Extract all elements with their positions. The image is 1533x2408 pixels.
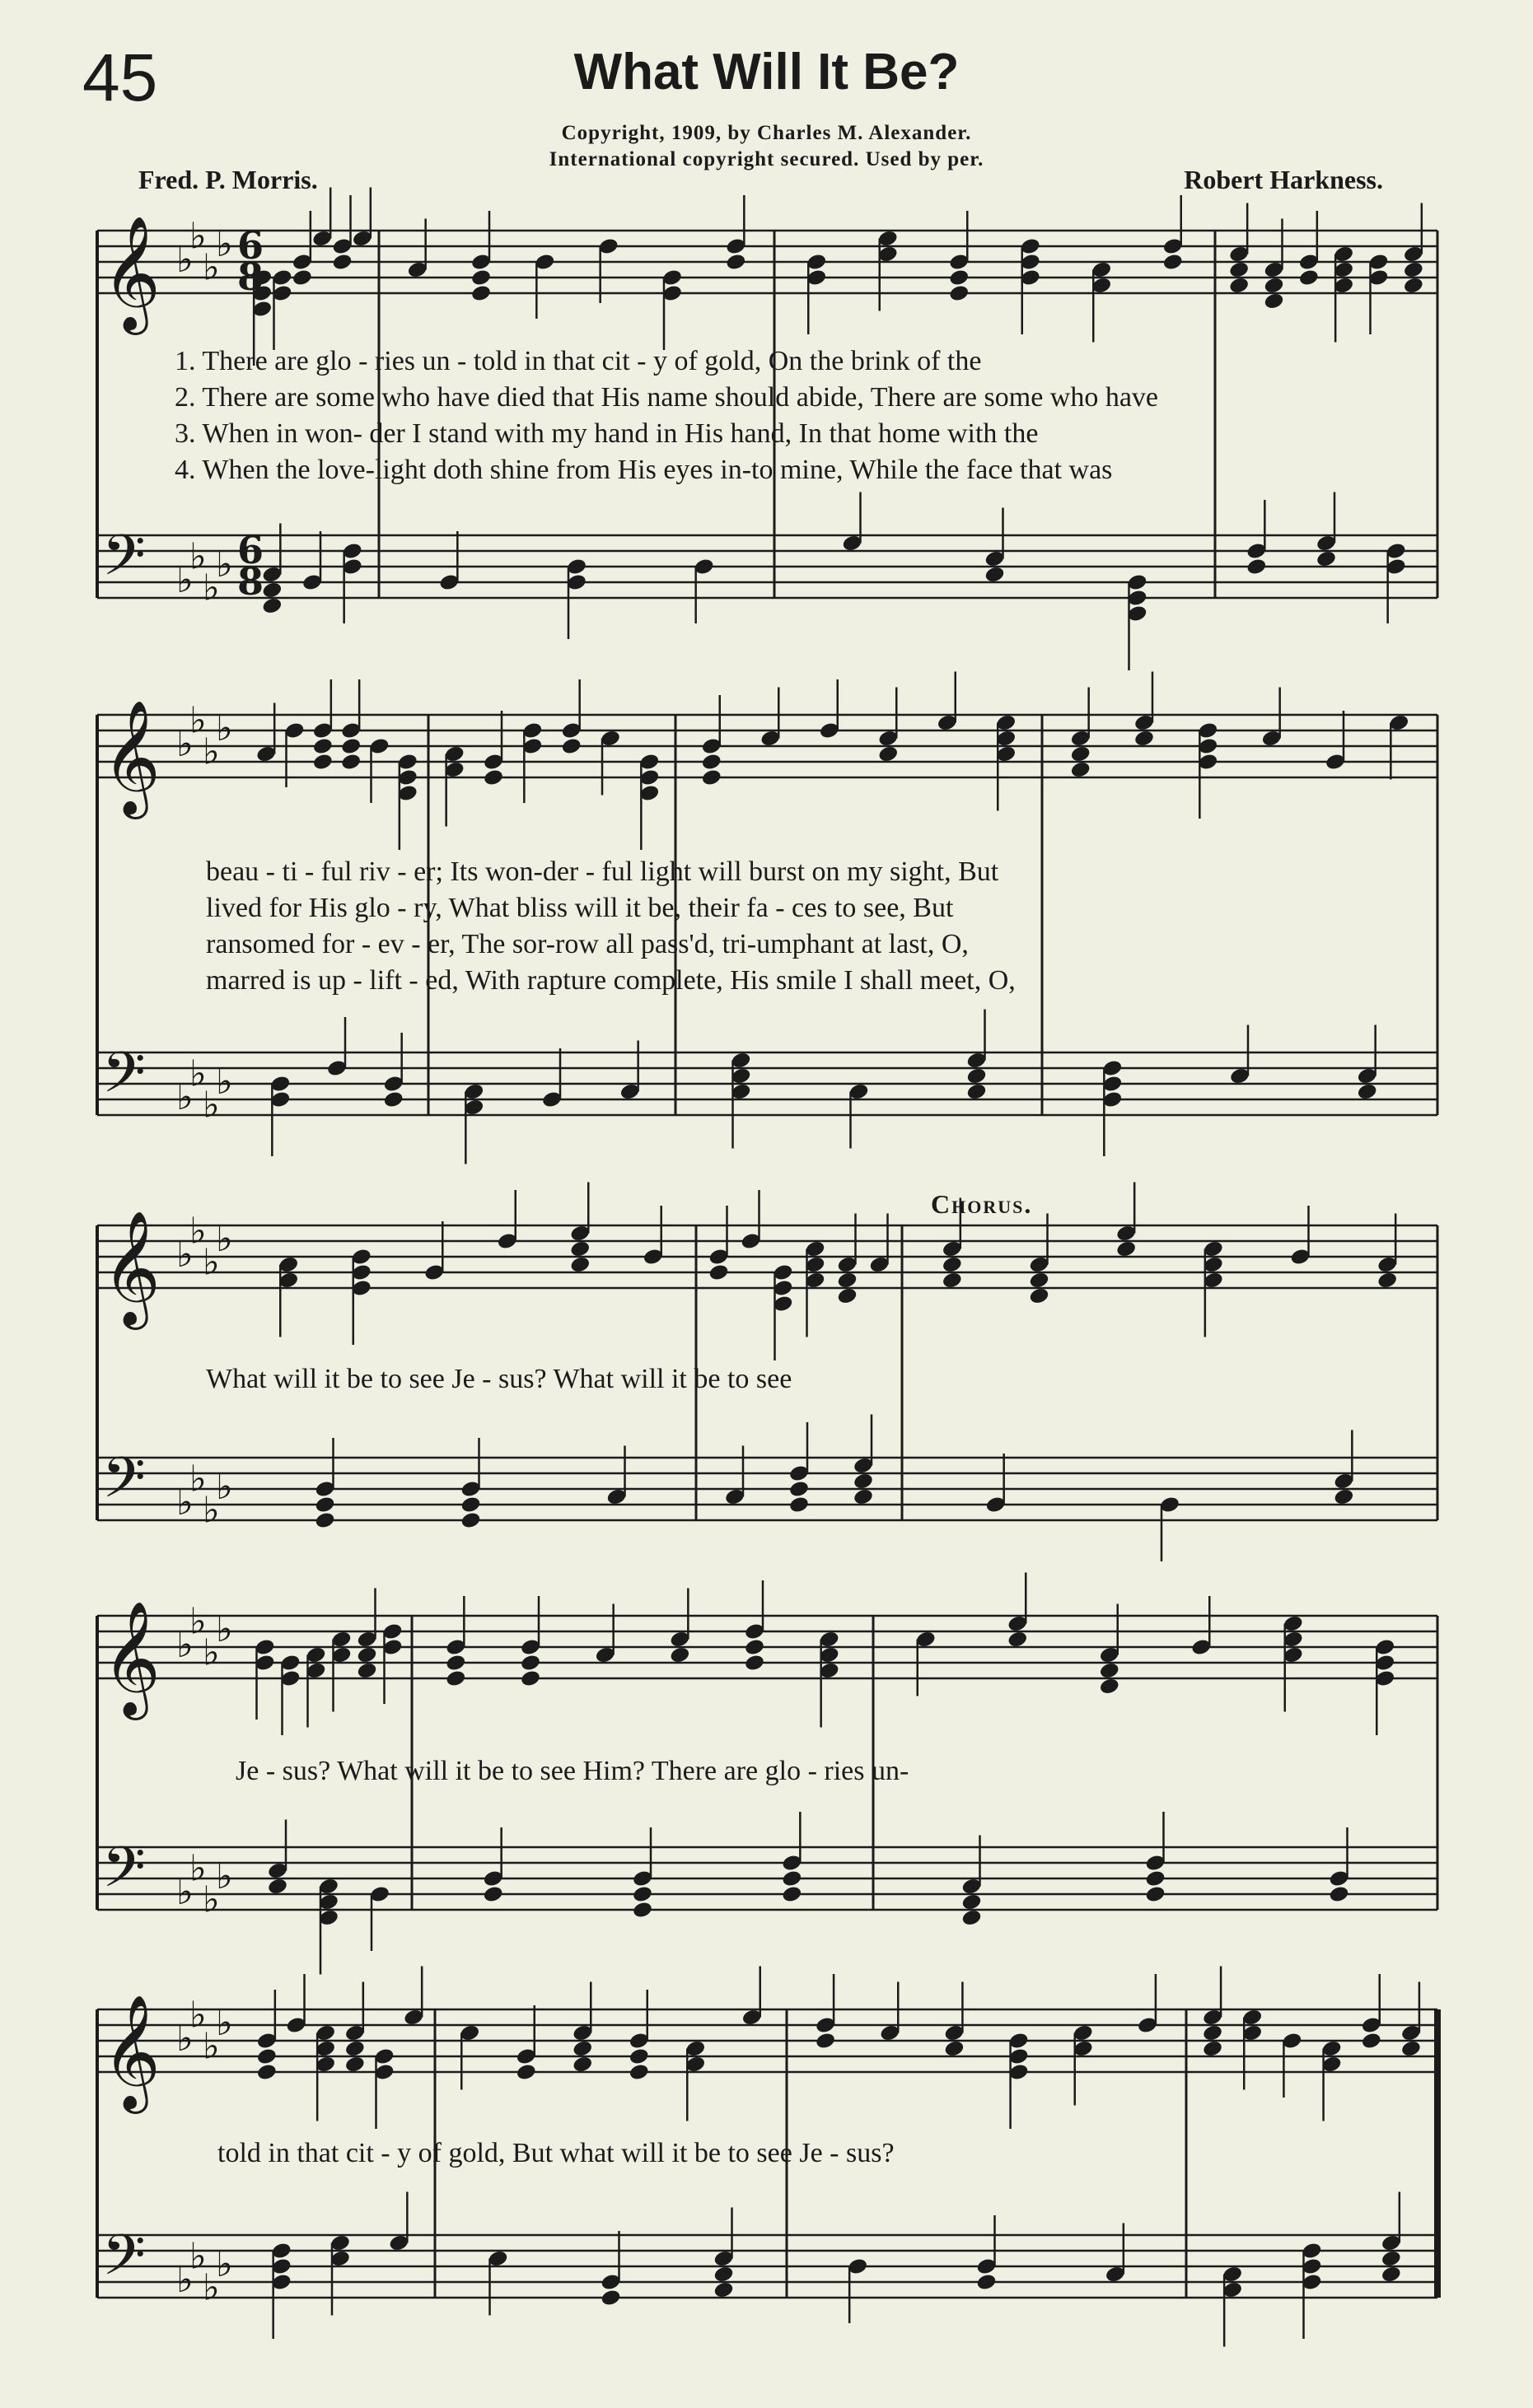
note bbox=[1357, 1082, 1378, 1101]
verse-2-line-1: 2. There are some who have died that His name should abide, There are some who have bbox=[175, 382, 1159, 413]
note bbox=[713, 2265, 734, 2284]
note bbox=[1263, 292, 1284, 310]
note bbox=[483, 768, 504, 787]
time-signature: 6 bbox=[237, 223, 264, 268]
note bbox=[943, 2039, 965, 2058]
note bbox=[701, 768, 722, 787]
flat-icon: ♭ bbox=[176, 723, 194, 765]
note bbox=[1070, 744, 1091, 763]
note bbox=[1202, 2023, 1223, 2042]
note bbox=[942, 1271, 963, 1290]
verse-4-line-2: marred is up - lift - ed, With rapture complete, His smile I shall meet, O, bbox=[206, 965, 1016, 996]
note bbox=[470, 284, 492, 303]
flat-icon: ♭ bbox=[203, 2025, 220, 2068]
composer-credit: Robert Harkness. bbox=[1184, 165, 1383, 194]
chorus-line-1: What will it be to see Je - sus? What will it be to see bbox=[206, 1364, 792, 1394]
note bbox=[942, 1255, 963, 1274]
note bbox=[1099, 1677, 1120, 1696]
note bbox=[708, 1263, 729, 1282]
note bbox=[788, 1480, 810, 1499]
flat-icon: ♭ bbox=[203, 2266, 220, 2309]
verse-4-line-1: 4. When the love-light doth shine from His eyes in-to mine, While the face that was bbox=[175, 455, 1113, 485]
note bbox=[1298, 268, 1320, 287]
note bbox=[632, 1885, 653, 1904]
note bbox=[1381, 2249, 1402, 2268]
note bbox=[312, 753, 334, 772]
note bbox=[340, 753, 362, 772]
note bbox=[744, 1654, 765, 1673]
note bbox=[312, 737, 334, 756]
note bbox=[960, 1892, 982, 1911]
flat-icon: ♭ bbox=[189, 1052, 207, 1095]
note bbox=[1403, 276, 1424, 295]
note bbox=[1403, 260, 1424, 279]
flat-icon: ♭ bbox=[189, 1600, 207, 1643]
bass-clef-icon: 𝄢 bbox=[102, 2224, 146, 2302]
note bbox=[569, 1255, 591, 1274]
flat-icon: ♭ bbox=[216, 707, 233, 749]
note bbox=[383, 1090, 404, 1109]
verse-3-line-1: 3. When in won- der I stand with my hand in His hand, In that home with the bbox=[175, 418, 1039, 449]
note bbox=[960, 1908, 982, 1927]
flat-icon: ♭ bbox=[203, 1878, 220, 1921]
note bbox=[632, 1901, 653, 1920]
note bbox=[965, 1082, 987, 1101]
chorus-line-3: told in that cit - y of gold, But what will it be to see Je - sus? bbox=[217, 2138, 895, 2168]
hymn-title: What Will It Be? bbox=[573, 44, 960, 100]
note bbox=[877, 744, 899, 763]
note bbox=[725, 253, 746, 272]
lyricist-credit: Fred. P. Morris. bbox=[138, 165, 318, 194]
note bbox=[1133, 729, 1155, 748]
treble-clef-icon: 𝄞 bbox=[102, 1211, 161, 1325]
flat-icon: ♭ bbox=[203, 1084, 220, 1127]
flat-icon: ♭ bbox=[176, 1871, 194, 1913]
note bbox=[1144, 1885, 1166, 1904]
flat-icon: ♭ bbox=[203, 246, 220, 289]
flat-icon: ♭ bbox=[216, 544, 233, 586]
verse-2-line-2: lived for His glo - ry, What bliss will it be, their fa - ces to see, But bbox=[206, 893, 954, 923]
note bbox=[356, 1661, 377, 1680]
note bbox=[445, 1654, 466, 1673]
verse-1-line-2: beau - ti - ful riv - er; Its won-der - ful light will burst on my sight, But bbox=[206, 856, 999, 887]
note bbox=[261, 581, 283, 600]
flat-icon: ♭ bbox=[189, 1210, 207, 1253]
note bbox=[948, 284, 970, 303]
note bbox=[853, 1487, 874, 1506]
flat-icon: ♭ bbox=[203, 730, 220, 773]
note bbox=[561, 737, 582, 756]
treble-clef-icon: 𝄞 bbox=[102, 700, 161, 814]
note bbox=[256, 2063, 278, 2082]
note bbox=[569, 1239, 591, 1258]
note bbox=[256, 2047, 278, 2066]
bass-clef-icon: 𝄢 bbox=[102, 524, 146, 602]
flat-icon: ♭ bbox=[189, 1847, 207, 1890]
note bbox=[853, 1472, 874, 1491]
bass-clef-icon: 𝄢 bbox=[102, 1041, 146, 1119]
note bbox=[1400, 2039, 1422, 2058]
note bbox=[701, 753, 722, 772]
note bbox=[781, 1885, 802, 1904]
note bbox=[1070, 760, 1091, 779]
note bbox=[520, 1669, 541, 1688]
note bbox=[292, 268, 313, 287]
note bbox=[1333, 1487, 1354, 1506]
note bbox=[314, 1496, 335, 1514]
note bbox=[1246, 558, 1267, 576]
note bbox=[744, 1638, 765, 1657]
note bbox=[629, 2047, 650, 2066]
flat-icon: ♭ bbox=[176, 559, 194, 601]
flat-icon: ♭ bbox=[189, 699, 207, 742]
note bbox=[267, 1877, 288, 1896]
note bbox=[1099, 1661, 1120, 1680]
note bbox=[1328, 1885, 1349, 1904]
flat-icon: ♭ bbox=[216, 2002, 233, 2044]
note bbox=[460, 1511, 481, 1530]
flat-icon: ♭ bbox=[216, 1855, 233, 1897]
treble-clef-icon: 𝄞 bbox=[102, 1601, 161, 1715]
flat-icon: ♭ bbox=[176, 1624, 194, 1666]
note bbox=[1202, 2039, 1223, 2058]
hymn-number: 45 bbox=[82, 40, 158, 115]
flat-icon: ♭ bbox=[203, 1241, 220, 1284]
note bbox=[516, 2063, 537, 2082]
note bbox=[975, 2273, 997, 2292]
note bbox=[572, 2039, 593, 2058]
note bbox=[445, 1669, 466, 1688]
note bbox=[1144, 1869, 1166, 1888]
flat-icon: ♭ bbox=[216, 1061, 233, 1103]
verse-3-line-2: ransomed for - ev - er, The sor-row all pass'd, tri-umphant at last, O, bbox=[206, 929, 969, 959]
note bbox=[1228, 260, 1250, 279]
flat-icon: ♭ bbox=[189, 215, 207, 258]
note bbox=[1316, 549, 1337, 568]
note bbox=[1263, 276, 1284, 295]
flat-icon: ♭ bbox=[176, 2259, 194, 2301]
treble-clef-icon: 𝄞 bbox=[102, 216, 161, 330]
note bbox=[1376, 1271, 1398, 1290]
note bbox=[261, 596, 283, 615]
time-signature: 8 bbox=[237, 559, 264, 604]
bass-clef-icon: 𝄢 bbox=[102, 1446, 146, 1524]
note bbox=[331, 253, 353, 272]
note bbox=[470, 268, 492, 287]
flat-icon: ♭ bbox=[176, 1482, 194, 1524]
note bbox=[836, 1271, 858, 1290]
flat-icon: ♭ bbox=[203, 1489, 220, 1532]
bass-clef-icon: 𝄢 bbox=[102, 1836, 146, 1914]
note bbox=[483, 1885, 504, 1904]
copyright-line-2: International copyright secured. Used by per. bbox=[549, 148, 984, 170]
treble-clef-icon: 𝄞 bbox=[102, 1995, 161, 2109]
note bbox=[314, 1511, 335, 1530]
flat-icon: ♭ bbox=[203, 567, 220, 609]
note bbox=[520, 1654, 541, 1673]
time-signature: 6 bbox=[237, 528, 264, 572]
note bbox=[629, 2063, 650, 2082]
copyright-line-1: Copyright, 1909, by Charles M. Alexander. bbox=[561, 122, 972, 144]
flat-icon: ♭ bbox=[176, 2018, 194, 2060]
flat-icon: ♭ bbox=[189, 2235, 207, 2278]
flat-icon: ♭ bbox=[203, 1631, 220, 1674]
note bbox=[356, 1645, 377, 1664]
flat-icon: ♭ bbox=[216, 223, 233, 265]
flat-icon: ♭ bbox=[216, 1466, 233, 1508]
chorus-line-2: Je - sus? What will it be to see Him? There are glo - ries un- bbox=[236, 1756, 909, 1786]
note bbox=[344, 2039, 366, 2058]
time-signature: 8 bbox=[237, 254, 264, 299]
note bbox=[1361, 2032, 1382, 2051]
note bbox=[948, 268, 970, 287]
flat-icon: ♭ bbox=[216, 1218, 233, 1260]
flat-icon: ♭ bbox=[189, 1458, 207, 1500]
note bbox=[815, 2032, 836, 2051]
note bbox=[1228, 276, 1250, 295]
note bbox=[781, 1869, 802, 1888]
note bbox=[836, 1286, 858, 1305]
note bbox=[340, 737, 362, 756]
note bbox=[669, 1645, 690, 1664]
note bbox=[572, 2055, 593, 2074]
flat-icon: ♭ bbox=[176, 1076, 194, 1118]
flat-icon: ♭ bbox=[216, 1608, 233, 1650]
flat-icon: ♭ bbox=[176, 239, 194, 281]
note bbox=[1028, 1286, 1049, 1305]
note bbox=[344, 2055, 366, 2074]
flat-icon: ♭ bbox=[189, 535, 207, 578]
note bbox=[1162, 253, 1184, 272]
note bbox=[600, 2289, 621, 2308]
note bbox=[1115, 1239, 1137, 1258]
note bbox=[965, 1066, 987, 1085]
note bbox=[713, 2280, 734, 2299]
note bbox=[788, 1496, 810, 1514]
flat-icon: ♭ bbox=[216, 2243, 233, 2285]
note bbox=[1007, 1630, 1028, 1649]
chorus-label: Chorus. bbox=[931, 1189, 1033, 1219]
flat-icon: ♭ bbox=[176, 1234, 194, 1276]
note bbox=[1028, 1271, 1049, 1290]
note bbox=[984, 565, 1005, 584]
note bbox=[1381, 2265, 1402, 2284]
verse-1-line-1: 1. There are glo - ries un - told in that cit - y of gold, On the brink of the bbox=[175, 346, 982, 376]
note bbox=[460, 1496, 481, 1514]
flat-icon: ♭ bbox=[189, 1994, 207, 2037]
